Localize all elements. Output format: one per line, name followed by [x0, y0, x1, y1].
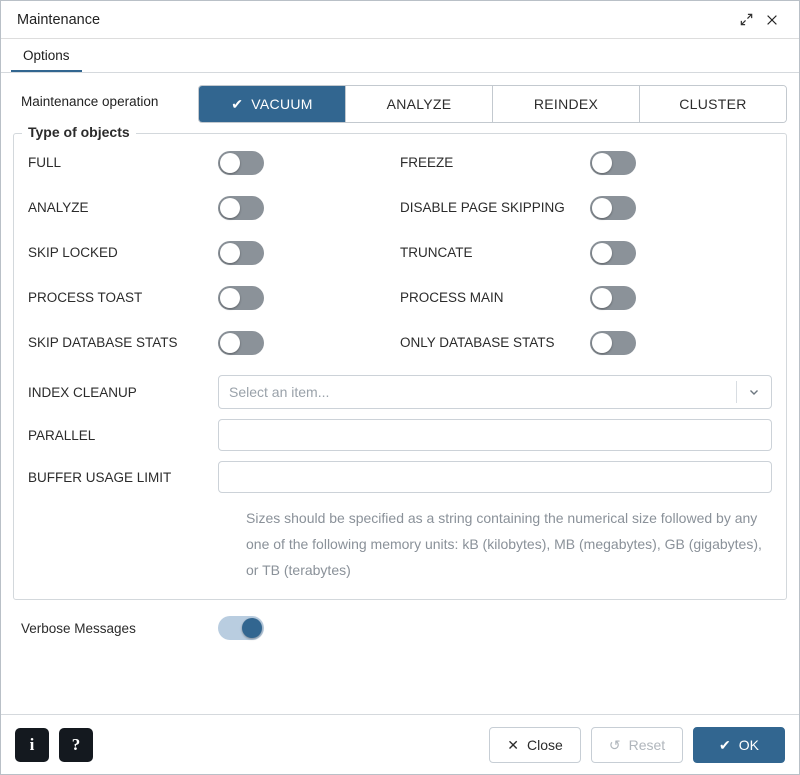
- maintenance-operation-row: [13, 85, 787, 123]
- expand-icon[interactable]: [733, 7, 759, 33]
- parallel-input[interactable]: [218, 419, 772, 451]
- toggle-grid: [28, 140, 772, 365]
- option-only-database-stats-label: ONLY DATABASE STATS: [400, 335, 555, 350]
- buffer-usage-limit-label: BUFFER USAGE LIMIT: [28, 469, 172, 485]
- toggle-full[interactable]: [218, 151, 264, 175]
- operation-reindex[interactable]: [493, 86, 640, 122]
- window-title: Maintenance: [17, 11, 101, 28]
- toggle-knob: [592, 198, 612, 218]
- option-truncate: [400, 230, 772, 275]
- parallel-row: [28, 419, 772, 451]
- ok-button-label: OK: [738, 736, 759, 753]
- option-process-main: [400, 275, 772, 320]
- parallel-label: PARALLEL: [28, 427, 96, 443]
- toggle-skip-database-stats[interactable]: [218, 331, 264, 355]
- verbose-messages-label: Verbose Messages: [21, 620, 136, 636]
- buffer-usage-limit-input[interactable]: [218, 461, 772, 493]
- toggle-knob: [592, 243, 612, 263]
- dialog-footer: [1, 714, 799, 774]
- maintenance-operation-label: Maintenance operation: [21, 94, 159, 109]
- tab-strip: [1, 39, 799, 73]
- toggle-knob: [220, 288, 240, 308]
- toggle-only-database-stats[interactable]: [590, 331, 636, 355]
- option-skip-locked-label: SKIP LOCKED: [28, 245, 118, 260]
- index-cleanup-select[interactable]: [218, 375, 772, 409]
- toggle-freeze[interactable]: [590, 151, 636, 175]
- close-icon[interactable]: [759, 7, 785, 33]
- type-of-objects-legend: Type of objects: [22, 124, 136, 140]
- tab-options[interactable]: Options: [11, 42, 82, 72]
- toggle-knob: [242, 618, 262, 638]
- dialog-body: [1, 73, 799, 714]
- option-skip-database-stats-label: SKIP DATABASE STATS: [28, 335, 178, 350]
- chevron-down-icon[interactable]: [737, 386, 771, 398]
- option-disable-page-skipping: [400, 185, 772, 230]
- info-icon[interactable]: i: [15, 728, 49, 762]
- option-full-label: FULL: [28, 155, 62, 170]
- operation-vacuum-label: VACUUM: [251, 96, 313, 112]
- option-only-database-stats: [400, 320, 772, 365]
- close-button-label: Close: [526, 736, 563, 753]
- toggle-skip-locked[interactable]: [218, 241, 264, 265]
- option-freeze-label: FREEZE: [400, 155, 454, 170]
- verbose-messages-row: [13, 600, 787, 656]
- check-icon: ✔: [231, 95, 244, 112]
- index-cleanup-placeholder: Select an item...: [229, 384, 330, 400]
- option-skip-database-stats: [28, 320, 400, 365]
- check-icon: ✔: [719, 736, 731, 753]
- option-analyze: [28, 185, 400, 230]
- toggle-knob: [220, 333, 240, 353]
- toggle-analyze[interactable]: [218, 196, 264, 220]
- toggle-knob: [220, 153, 240, 173]
- maintenance-operation-segmented: [198, 85, 787, 123]
- operation-vacuum[interactable]: [199, 86, 346, 122]
- option-process-main-label: PROCESS MAIN: [400, 290, 504, 305]
- toggle-truncate[interactable]: [590, 241, 636, 265]
- toggle-process-main[interactable]: [590, 286, 636, 310]
- reset-button-label: Reset: [628, 736, 666, 753]
- buffer-usage-limit-hint: Sizes should be specified as a string containing the numerical size followed by any one of the following memory units: kB (kilobytes), MB (megabytes), GB (gigabytes), or TB (terabytes): [246, 510, 762, 578]
- ok-button[interactable]: [693, 727, 785, 763]
- operation-reindex-label: REINDEX: [533, 96, 599, 112]
- buffer-usage-limit-row: [28, 461, 772, 493]
- option-truncate-label: TRUNCATE: [400, 245, 473, 260]
- toggle-disable-page-skipping[interactable]: [590, 196, 636, 220]
- type-of-objects-fieldset: [13, 124, 787, 600]
- option-freeze: [400, 140, 772, 185]
- operation-analyze-label: ANALYZE: [386, 96, 452, 112]
- toggle-knob: [592, 288, 612, 308]
- option-process-toast-label: PROCESS TOAST: [28, 290, 143, 305]
- option-analyze-label: ANALYZE: [28, 200, 89, 215]
- operation-cluster[interactable]: [640, 86, 786, 122]
- toggle-verbose-messages[interactable]: [218, 616, 264, 640]
- option-process-toast: [28, 275, 400, 320]
- toggle-knob: [592, 333, 612, 353]
- reset-icon: ↺: [608, 736, 621, 753]
- option-skip-locked: [28, 230, 400, 275]
- title-bar: [1, 1, 799, 39]
- option-disable-page-skipping-label: DISABLE PAGE SKIPPING: [400, 200, 565, 215]
- toggle-knob: [220, 243, 240, 263]
- option-full: [28, 140, 400, 185]
- operation-analyze[interactable]: [346, 86, 493, 122]
- toggle-knob: [592, 153, 612, 173]
- reset-button[interactable]: [591, 727, 683, 763]
- toggle-process-toast[interactable]: [218, 286, 264, 310]
- toggle-knob: [220, 198, 240, 218]
- close-button[interactable]: [489, 727, 581, 763]
- index-cleanup-label: INDEX CLEANUP: [28, 384, 137, 400]
- close-icon: ✕: [507, 736, 519, 753]
- index-cleanup-row: [28, 375, 772, 409]
- operation-cluster-label: CLUSTER: [679, 96, 747, 112]
- help-icon[interactable]: ?: [59, 728, 93, 762]
